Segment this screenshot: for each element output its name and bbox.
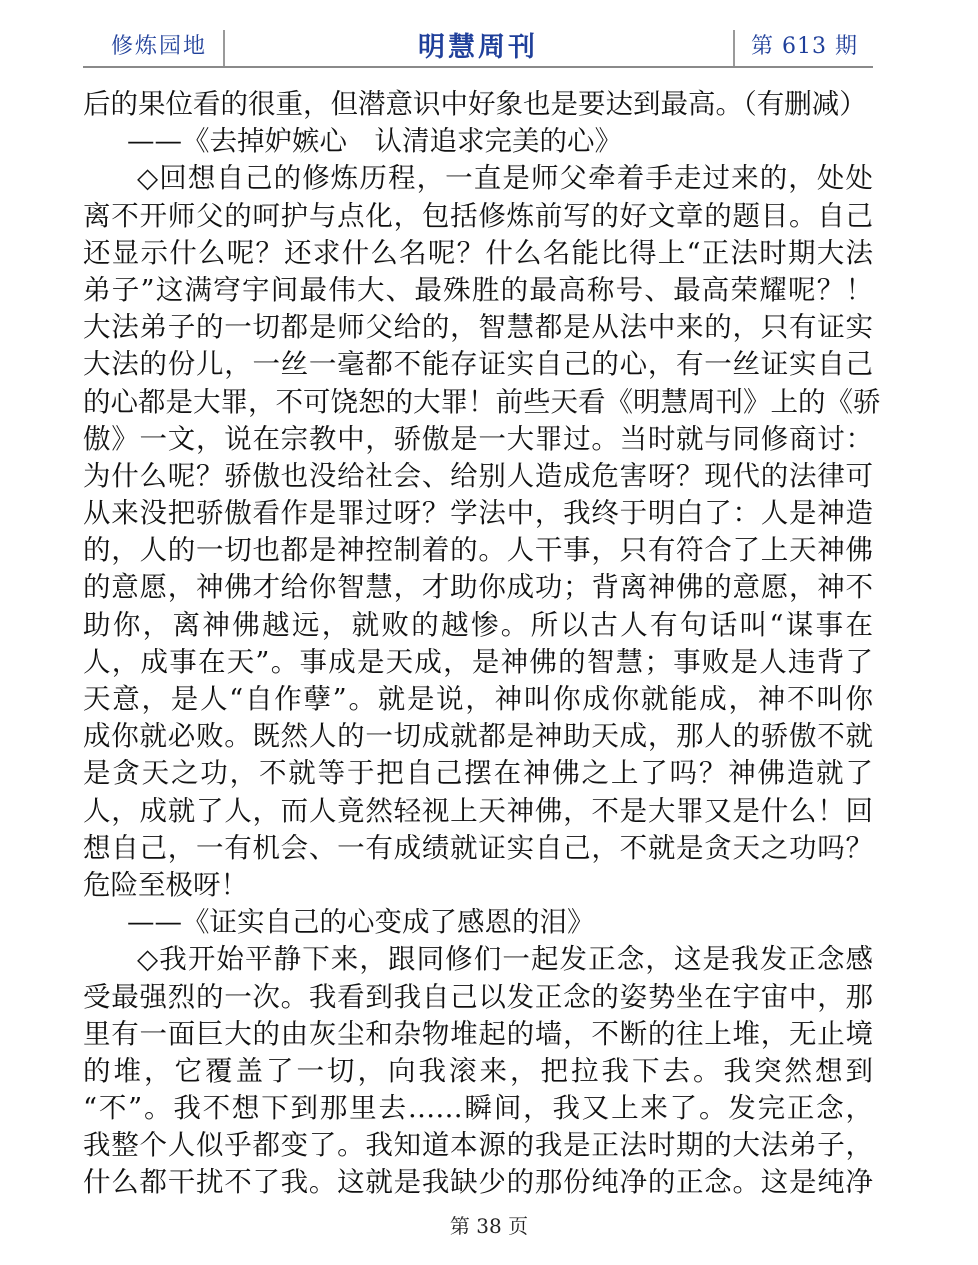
paragraph-line: 为什么呢？骄傲也没给社会、给别人造成危害呀？现代的法律可: [83, 459, 873, 492]
paragraph-line: 大法弟子的一切都是师父给的，智慧都是从法中来的，只有证实: [83, 311, 873, 344]
paragraph-line: 助你，离神佛越远，就败的越惨。所以古人有句话叫“谋事在: [83, 608, 873, 641]
paragraph-line: 大法的份儿，一丝一毫都不能存证实自己的心，有一丝证实自己: [83, 348, 873, 381]
paragraph-line: 的，人的一切也都是神控制着的。人干事，只有符合了上天神佛: [83, 534, 873, 567]
page-number: 第 38 页: [449, 1214, 529, 1238]
paragraph-line: 天意，是人“自作孽”。就是说，神叫你成你就能成，神不叫你: [83, 683, 873, 715]
paragraph-line: 想自己，一有机会、一有成绩就证实自己，不就是贪天之功吗？: [83, 831, 873, 864]
paragraph-line: 还显示什么呢？还求什么名呢？什么名能比得上“正法时期大法: [83, 236, 873, 269]
paragraph-line: 的意愿，神佛才给你智慧，才助你成功；背离神佛的意愿，神不: [83, 571, 873, 604]
header-rule: [83, 66, 873, 68]
paragraph-line: 我整个人似乎都变了。我知道本源的我是正法时期的大法弟子，: [83, 1129, 873, 1162]
paragraph-line: 里有一面巨大的由灰尘和杂物堆起的墙，不断的往上堆，无止境: [83, 1017, 873, 1050]
paragraph-line: ◇我开始平静下来，跟同修们一起发正念，这是我发正念感: [137, 943, 873, 976]
paragraph-line: 是贪天之功，不就等于把自己摆在神佛之上了吗？神佛造就了: [83, 757, 873, 790]
header-section-label: 修炼园地: [111, 33, 208, 59]
page-header: [83, 22, 873, 68]
paragraph-line: 傲》一文，说在宗教中，骄傲是一大罪过。当时就与同修商讨：: [83, 422, 873, 455]
paragraph-line: “不”。我不想下到那里去……瞬间，我又上来了。发完正念，: [83, 1092, 873, 1125]
paragraph-line: 后的果位看的很重，但潜意识中好象也是要达到最高。（有删减）: [83, 88, 867, 120]
article-citation: ——《证实自己的心变成了感恩的泪》: [127, 906, 595, 939]
paragraph-line: 弟子”这满穹宇间最伟大、最殊胜的最高称号、最高荣耀呢？！: [83, 273, 873, 306]
paragraph-line: ◇回想自己的修炼历程，一直是师父牵着手走过来的，处处: [137, 162, 873, 195]
header-issue-number: 第 613 期: [751, 33, 858, 59]
paragraph-line: 人，成就了人，而人竟然轻视上天神佛，不是大罪又是什么！回: [83, 794, 873, 827]
paragraph-line: 离不开师父的呵护与点化，包括修炼前写的好文章的题目。自己: [83, 199, 873, 232]
paragraph-line: 受最强烈的一次。我看到我自己以发正念的姿势坐在宇宙中，那: [83, 980, 873, 1013]
paragraph-line: 什么都干扰不了我。这就是我缺少的那份纯净的正念。这是纯净: [83, 1166, 873, 1199]
paragraph-line: 的心都是大罪，不可饶恕的大罪！前些天看《明慧周刊》上的《骄: [83, 385, 881, 418]
paragraph-line: 成你就必败。既然人的一切成就都是神助天成，那人的骄傲不就: [83, 720, 873, 753]
paragraph-line: 危险至极呀！: [83, 868, 248, 901]
paragraph-line: 人，成事在天”。事成是天成，是神佛的智慧；事败是人违背了: [83, 645, 873, 678]
paragraph-line: 的堆，它覆盖了一切，向我滚来，把拉我下去。我突然想到: [83, 1054, 873, 1087]
article-body: [83, 86, 881, 1202]
header-publication-title: 明慧周刊: [418, 31, 538, 63]
paragraph-line: 从来没把骄傲看作是罪过呀？学法中，我终于明白了：人是神造: [83, 497, 873, 530]
article-citation: ——《去掉妒嫉心 认清追求完美的心》: [127, 125, 622, 158]
